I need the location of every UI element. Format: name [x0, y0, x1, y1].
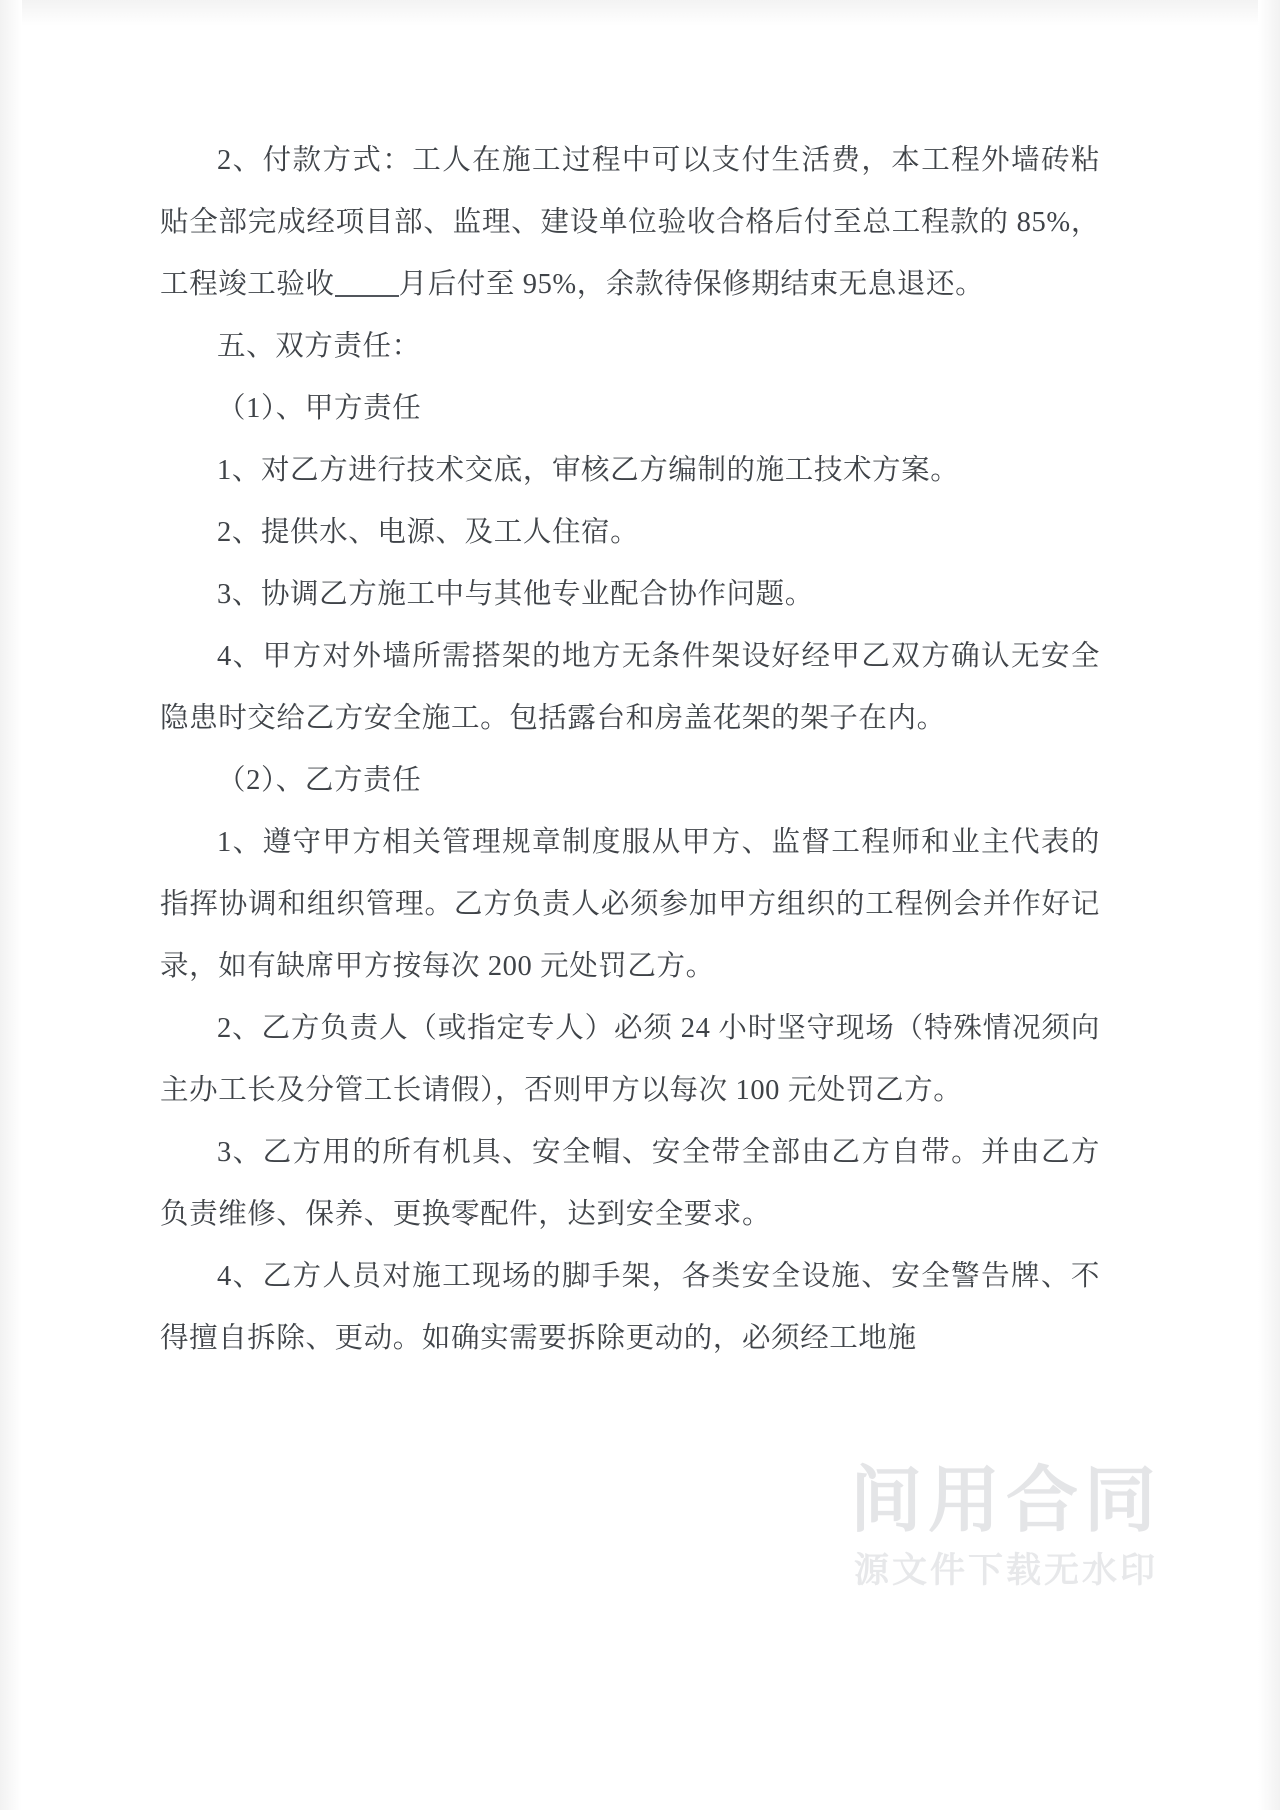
- watermark: [776, 1461, 1236, 1594]
- watermark-sub-text: 源文件下载无水印: [853, 1550, 1158, 1590]
- page-edge-shading-top: [0, 0, 1280, 26]
- paragraph-payment-method: [160, 130, 1100, 316]
- watermark-main-text: 间用合同: [849, 1461, 1162, 1542]
- page-edge-shading-left: [0, 0, 22, 1810]
- page-edge-shading-right: [1258, 0, 1280, 1810]
- heading-party-a-responsibilities: （1）、甲方责任: [217, 393, 422, 424]
- document-body: [160, 130, 1100, 1370]
- heading-party-b-responsibilities: （2）、乙方责任: [217, 765, 422, 796]
- list-item-party-b-3: 3、乙方用的所有机具、安全帽、安全带全部由乙方自带。并由乙方负责维修、保养、更换零配件，达到安全要求。: [160, 1137, 1100, 1230]
- payment-method-text-before-blank: 2、付款方式：工人在施工过程中可以支付生活费，本工程外墙砖粘贴全部完成经项目部、监理、建设单位验收合格后付至总工程款的 85%，工程竣工验收: [160, 145, 1100, 300]
- list-item-party-a-2: 2、提供水、电源、及工人住宿。: [217, 517, 640, 548]
- heading-section-five: 五、双方责任：: [217, 331, 421, 362]
- fill-in-blank-months[interactable]: [335, 295, 399, 297]
- list-item-party-a-1: 1、对乙方进行技术交底，审核乙方编制的施工技术方案。: [217, 455, 960, 486]
- list-item-party-a-3: 3、协调乙方施工中与其他专业配合协作问题。: [217, 579, 814, 610]
- list-item-party-b-1: 1、遵守甲方相关管理规章制度服从甲方、监督工程师和业主代表的指挥协调和组织管理。乙方负责人必须参加甲方组织的工程例会并作好记录，如有缺席甲方按每次 200 元处罚乙方。: [160, 827, 1100, 982]
- list-item-party-b-4: 4、乙方人员对施工现场的脚手架，各类安全设施、安全警告牌、不得擅自拆除、更动。如确实需要拆除更动的，必须经工地施: [160, 1261, 1100, 1354]
- list-item-party-b-2: 2、乙方负责人（或指定专人）必须 24 小时坚守现场（特殊情况须向主办工长及分管工长请假），否则甲方以每次 100 元处罚乙方。: [160, 1013, 1100, 1106]
- payment-method-text-after-blank: 月后付至 95%，余款待保修期结束无息退还。: [398, 269, 985, 300]
- list-item-party-a-4: 4、甲方对外墙所需搭架的地方无条件架设好经甲乙双方确认无安全隐患时交给乙方安全施工。包括露台和房盖花架的架子在内。: [160, 641, 1100, 734]
